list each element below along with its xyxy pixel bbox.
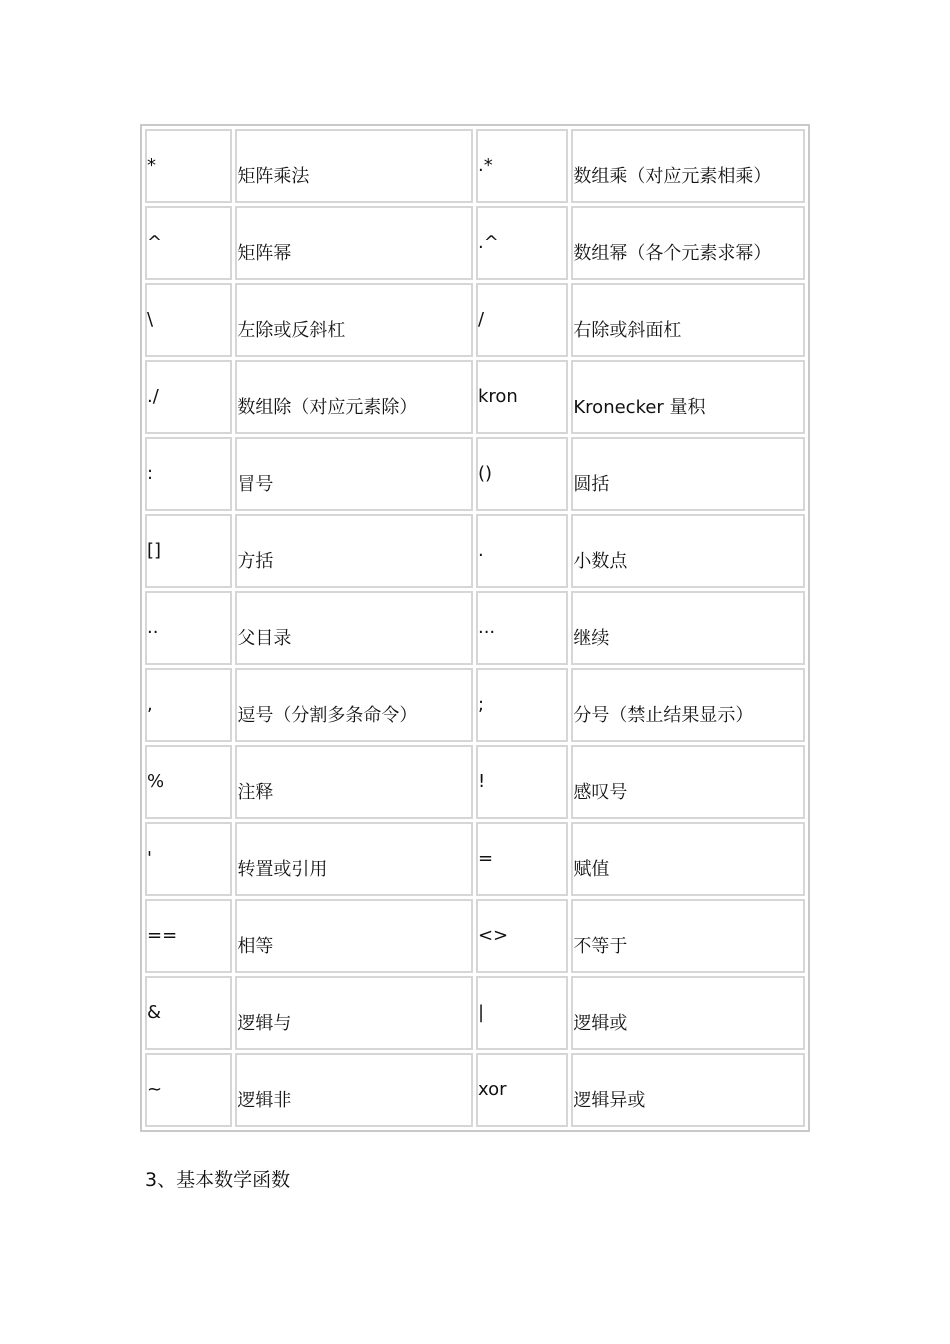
operator-cell — [476, 206, 568, 280]
description-cell — [571, 591, 805, 665]
description-cell — [571, 129, 805, 203]
operator-symbol: .* — [477, 155, 493, 176]
operator-cell — [476, 668, 568, 742]
table-row — [145, 283, 805, 357]
operator-symbol: ' — [147, 848, 152, 869]
operator-description: 圆括 — [573, 474, 610, 495]
operator-cell — [476, 899, 568, 973]
operator-cell — [145, 822, 232, 896]
operator-symbol: ... — [477, 617, 496, 638]
operator-cell — [476, 514, 568, 588]
description-cell — [571, 283, 805, 357]
description-cell — [235, 360, 473, 434]
operator-description: 分号（禁止结果显示） — [573, 705, 754, 726]
description-cell — [235, 745, 473, 819]
operator-cell — [476, 437, 568, 511]
operator-symbol: [] — [147, 540, 162, 561]
operator-symbol: () — [477, 463, 493, 484]
operator-symbol: % — [147, 771, 165, 792]
operator-symbol: <> — [477, 925, 509, 946]
description-cell — [235, 822, 473, 896]
operator-description: 逗号（分割多条命令） — [237, 705, 418, 726]
operator-description: 数组幂（各个元素求幂） — [573, 243, 772, 264]
operator-cell — [145, 129, 232, 203]
operator-cell — [476, 1053, 568, 1127]
operator-symbol: , — [147, 694, 153, 715]
operator-cell — [145, 668, 232, 742]
description-cell — [235, 437, 473, 511]
operator-cell — [145, 591, 232, 665]
operator-symbol: ~ — [147, 1079, 163, 1100]
operator-description: Kronecker 量积 — [573, 397, 706, 418]
table-row — [145, 1053, 805, 1127]
operator-description: 方括 — [237, 551, 274, 572]
operator-symbol: .^ — [477, 232, 499, 253]
operator-cell — [476, 283, 568, 357]
operator-symbol: kron — [477, 386, 518, 407]
description-cell — [235, 206, 473, 280]
operator-description: 相等 — [237, 936, 274, 957]
operator-cell — [145, 1053, 232, 1127]
operator-description: 转置或引用 — [237, 859, 328, 880]
operator-description: 数组乘（对应元素相乘） — [573, 166, 772, 187]
description-cell — [235, 899, 473, 973]
description-cell — [571, 206, 805, 280]
operator-symbol: xor — [477, 1079, 507, 1100]
operator-symbol: == — [147, 925, 178, 946]
description-cell — [571, 437, 805, 511]
operator-cell — [145, 514, 232, 588]
description-cell — [571, 668, 805, 742]
operator-description: 逻辑异或 — [573, 1090, 646, 1111]
description-cell — [571, 1053, 805, 1127]
operator-cell — [476, 360, 568, 434]
operator-cell — [145, 745, 232, 819]
operator-table-body — [145, 129, 805, 1127]
operator-symbol: .. — [147, 617, 159, 638]
operator-symbol: \ — [147, 309, 154, 330]
operator-description: 小数点 — [573, 551, 628, 572]
operator-cell — [476, 129, 568, 203]
description-cell — [235, 514, 473, 588]
operator-symbol: | — [477, 1002, 485, 1023]
table-row — [145, 129, 805, 203]
operator-table — [140, 124, 810, 1132]
table-row — [145, 668, 805, 742]
table-row — [145, 437, 805, 511]
description-cell — [571, 899, 805, 973]
operator-symbol: ; — [477, 694, 485, 715]
table-row — [145, 360, 805, 434]
operator-description: 逻辑与 — [237, 1013, 292, 1034]
operator-description: 继续 — [573, 628, 610, 649]
operator-cell — [145, 283, 232, 357]
operator-cell — [145, 206, 232, 280]
operator-symbol: . — [477, 540, 484, 561]
operator-cell — [476, 976, 568, 1050]
description-cell — [571, 745, 805, 819]
table-row — [145, 822, 805, 896]
operator-description: 矩阵乘法 — [237, 166, 310, 187]
table-row — [145, 514, 805, 588]
description-cell — [571, 360, 805, 434]
description-cell — [571, 976, 805, 1050]
description-cell — [571, 514, 805, 588]
operator-symbol: ! — [477, 771, 486, 792]
operator-description: 左除或反斜杠 — [237, 320, 346, 341]
operator-symbol: ./ — [147, 386, 159, 407]
operator-description: 逻辑非 — [237, 1090, 292, 1111]
description-cell — [235, 1053, 473, 1127]
operator-description: 冒号 — [237, 474, 274, 495]
operator-symbol: * — [147, 155, 156, 176]
description-cell — [571, 822, 805, 896]
operator-cell — [476, 745, 568, 819]
description-cell — [235, 591, 473, 665]
description-cell — [235, 668, 473, 742]
operator-description: 逻辑或 — [573, 1013, 628, 1034]
operator-symbol: : — [147, 463, 154, 484]
operator-cell — [145, 360, 232, 434]
operator-cell — [476, 822, 568, 896]
operator-description: 父目录 — [237, 628, 292, 649]
operator-cell — [145, 437, 232, 511]
operator-description: 赋值 — [573, 859, 610, 880]
operator-description: 数组除（对应元素除） — [237, 397, 418, 418]
table-row — [145, 591, 805, 665]
operator-description: 矩阵幂 — [237, 243, 292, 264]
description-cell — [235, 976, 473, 1050]
operator-symbol: ^ — [147, 232, 163, 253]
table-row — [145, 899, 805, 973]
description-cell — [235, 129, 473, 203]
table-row — [145, 745, 805, 819]
operator-symbol: = — [477, 848, 494, 869]
operator-description: 感叹号 — [573, 782, 628, 803]
description-cell — [235, 283, 473, 357]
operator-symbol: & — [147, 1002, 162, 1023]
operator-description: 不等于 — [573, 936, 628, 957]
operator-cell — [145, 899, 232, 973]
operator-cell — [145, 976, 232, 1050]
table-row — [145, 976, 805, 1050]
section-heading: 3、基本数学函数 — [145, 1169, 291, 1191]
operator-description: 注释 — [237, 782, 274, 803]
operator-cell — [476, 591, 568, 665]
operator-description: 右除或斜面杠 — [573, 320, 682, 341]
operator-symbol: / — [477, 309, 485, 330]
table-row — [145, 206, 805, 280]
